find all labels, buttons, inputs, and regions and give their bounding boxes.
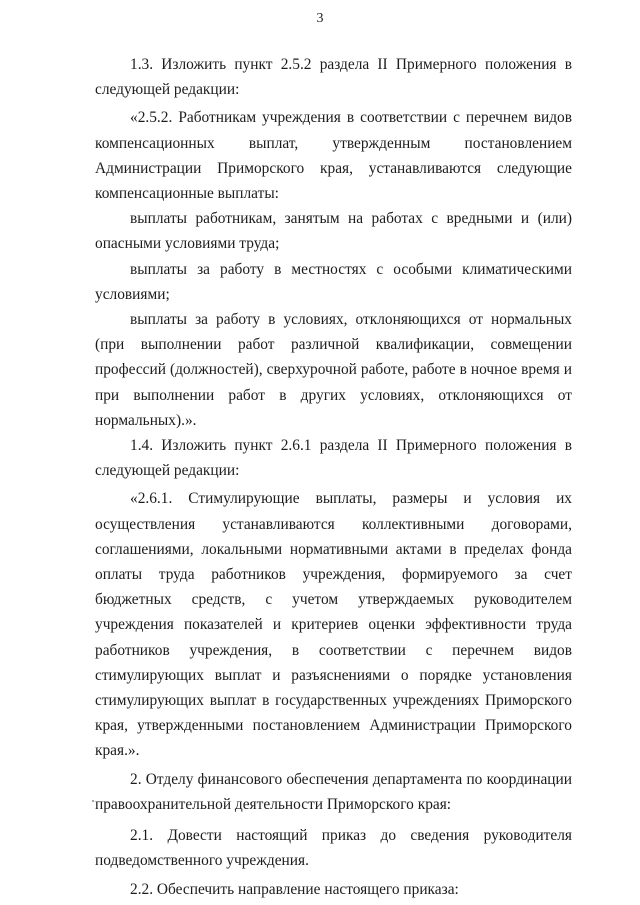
paragraph-climatic-conditions: выплаты за работу в местностях с особыми климатическими условиями; [95, 260, 572, 303]
paragraph-2-2: 2.2. Обеспечить направление настоящего приказа: [130, 880, 459, 898]
paragraph-1-3: 1.3. Изложить пункт 2.5.2 раздела II Примерного положения в следующей редакции: [95, 56, 572, 99]
paragraph-harmful-conditions: выплаты работникам, занятым на работах с вредными и (или) опасными условиями труда; [95, 210, 572, 253]
paragraph-abnormal-conditions: выплаты за работу в условиях, отклоняющихся от нормальных (при выполнении работ различной квалификации, совмещении профессий (должностей), сверхурочной работе, работе в ночное время и при выполнении работ в других условиях, отклоняющихся от нормальных).». [95, 311, 572, 429]
document-body [95, 52, 572, 902]
page-number: 3 [316, 11, 324, 26]
paragraph-2: 2. Отделу финансового обеспечения департамента по координации правоохранительной деятельности Приморского края: [95, 770, 572, 813]
paragraph-2-5-2: «2.5.2. Работникам учреждения в соответствии с перечнем видов компенсационных выплат, утвержденным постановлением Администрации Приморского края, устанавливаются следующие компенсационные выплаты: [95, 109, 572, 203]
paragraph-2-1: 2.1. Довести настоящий приказ до сведения руководителя подведомственного учреждения. [95, 827, 572, 870]
scan-speck [92, 800, 94, 802]
paragraph-1-4: 1.4. Изложить пункт 2.6.1 раздела II Примерного положения в следующей редакции: [95, 437, 572, 480]
paragraph-2-6-1: «2.6.1. Стимулирующие выплаты, размеры и условия их осуществления устанавливаются коллективными договорами, соглашениями, локальными нормативными актами в пределах фонда оплаты труда работников учреждения, формируемого за счет бюджетных средств, с учетом утверждаемых руководителем учреждения показателей и критериев оценки эффективности труда работников учреждения, в соответствии с перечнем видов стимулирующих выплат и разъяснениями о порядке установления стимулирующих выплат в государственных учреждениях Приморского края, утвержденными постановлением Администрации Приморского края.». [95, 490, 572, 760]
